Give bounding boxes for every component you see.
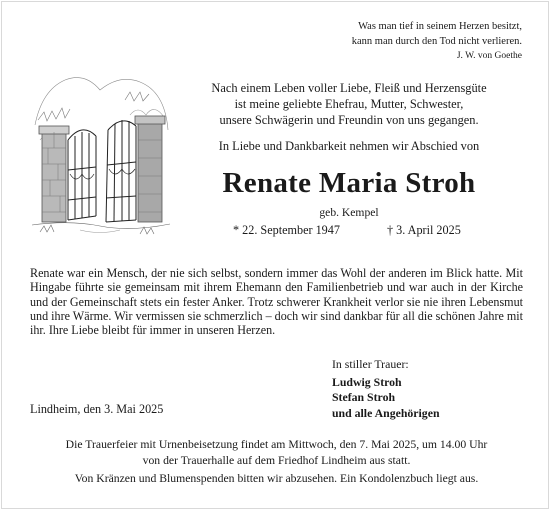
quote-line-1: Was man tief in seinem Herzen besitzt, [358,21,522,32]
mourners-heading: In stiller Trauer: [332,357,409,371]
intro-line-1: Nach einem Leben voller Liebe, Fleiß und Herzensgüte [211,81,487,95]
funeral-line-2: von der Trauerhalle auf dem Friedhof Lindheim aus statt. [142,453,411,467]
deceased-name: Renate Maria Stroh [222,167,476,199]
intro-text [178,80,520,128]
flowers-note: Von Kränzen und Blumenspenden bitten wir abzusehen. Ein Kondolenzbuch liegt aus. [74,472,479,485]
funeral-line-1: Die Trauerfeier mit Urnenbeisetzung findet am Mittwoch, den 7. Mai 2025, um 14.00 Uhr [65,438,488,451]
quote-line-2: kann man durch den Tod nicht verlieren. [351,35,522,47]
mourners-block [332,357,440,421]
birth-date: * 22. September 1947 [233,223,340,237]
mourner-name: und alle Angehörigen [332,405,440,420]
quote-source: J. W. von Goethe [456,51,522,61]
mourner-name: Stefan Stroh [332,390,396,404]
intro-line-2: ist meine geliebte Ehefrau, Mutter, Schwester, [234,97,464,111]
garden-gate-illustration [30,70,172,242]
maiden-name: geb. Kempel [319,206,379,219]
farewell-line: In Liebe und Dankbarkeit nehmen wir Abschied von [218,139,480,153]
funeral-info [30,437,523,468]
place-and-date: Lindheim, den 3. Mai 2025 [30,402,164,416]
intro-line-3: unsere Schwägerin und Freundin von uns gegangen. [219,113,479,127]
mourner-name: Ludwig Stroh [332,374,402,389]
death-date: † 3. April 2025 [387,223,461,237]
goethe-quote [352,20,522,64]
tribute-paragraph: Renate war ein Mensch, der nie sich selbst, sondern immer das Wohl der anderen im Blick hatte. Mit Hingabe führte sie gemeinsam mit ihrem Ehemann den Familienbetrieb und war auch in der Kirche und der Gemeinschaft stets ein fester Anker. Trotz schwerer Krankheit verlor sie nie ihren Lebensmut und ihre Wärme. Wir vermissen sie schmerzlich – doch wir sind dankbar für all die schönen Jahre mit ihr. Ihre Liebe bleibt für immer in unseren Herzen. [30,266,523,338]
mourners-names [332,375,440,422]
